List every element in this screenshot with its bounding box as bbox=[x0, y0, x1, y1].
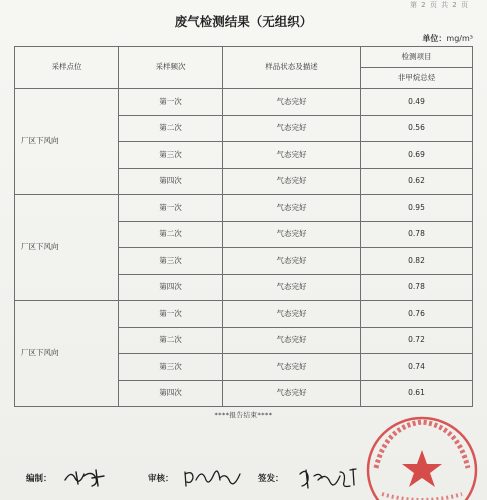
cell-sample-state: 气态完好 bbox=[223, 354, 361, 381]
cell-value: 0.78 bbox=[361, 274, 473, 301]
table-row bbox=[15, 301, 473, 328]
cell-frequency: 第三次 bbox=[119, 248, 223, 275]
cell-location: 厂区下风向 bbox=[15, 89, 119, 195]
cell-location: 厂区下风向 bbox=[15, 195, 119, 301]
signer-label: 签发： bbox=[258, 474, 284, 484]
cell-value: 0.62 bbox=[361, 168, 473, 195]
cell-frequency: 第四次 bbox=[119, 168, 223, 195]
cell-frequency: 第二次 bbox=[119, 327, 223, 354]
unit-label bbox=[422, 33, 473, 44]
cell-value: 0.61 bbox=[361, 380, 473, 407]
cell-frequency: 第一次 bbox=[119, 301, 223, 328]
header-location: 采样点位 bbox=[15, 47, 119, 89]
cell-sample-state: 气态完好 bbox=[223, 89, 361, 116]
cell-value: 0.56 bbox=[361, 115, 473, 142]
cell-frequency: 第四次 bbox=[119, 274, 223, 301]
cell-frequency: 第四次 bbox=[119, 380, 223, 407]
header-parameter: 非甲烷总烃 bbox=[361, 68, 473, 89]
cell-frequency: 第一次 bbox=[119, 89, 223, 116]
reviewer-label: 审核： bbox=[148, 474, 174, 484]
cell-sample-state: 气态完好 bbox=[223, 274, 361, 301]
table-row bbox=[15, 195, 473, 222]
cell-frequency: 第二次 bbox=[119, 221, 223, 248]
cell-value: 0.78 bbox=[361, 221, 473, 248]
cell-sample-state: 气态完好 bbox=[223, 221, 361, 248]
report-title: 废气检测结果（无组织） bbox=[174, 14, 313, 29]
cell-sample-state: 气态完好 bbox=[223, 301, 361, 328]
reviewer-signature bbox=[182, 466, 244, 490]
cell-location: 厂区下风向 bbox=[15, 301, 119, 407]
company-seal bbox=[362, 408, 482, 500]
cell-value: 0.82 bbox=[361, 248, 473, 275]
unit-value: mg/m³ bbox=[446, 34, 473, 43]
cell-sample-state: 气态完好 bbox=[223, 327, 361, 354]
cell-value: 0.72 bbox=[361, 327, 473, 354]
header-test-item: 检测项目 bbox=[361, 47, 473, 68]
editor-signature bbox=[62, 466, 114, 490]
cell-sample-state: 气态完好 bbox=[223, 380, 361, 407]
header-sample-state: 样品状态及描述 bbox=[223, 47, 361, 89]
cell-value: 0.76 bbox=[361, 301, 473, 328]
cell-sample-state: 气态完好 bbox=[223, 248, 361, 275]
editor-label: 编制： bbox=[26, 474, 52, 484]
cell-sample-state: 气态完好 bbox=[223, 195, 361, 222]
header-frequency: 采样频次 bbox=[119, 47, 223, 89]
cell-value: 0.49 bbox=[361, 89, 473, 116]
cell-value: 0.74 bbox=[361, 354, 473, 381]
cell-frequency: 第一次 bbox=[119, 195, 223, 222]
page-number: 第 2 页 共 2 页 bbox=[409, 1, 469, 9]
signer-signature bbox=[296, 466, 366, 490]
report-end-note: ****报告结束**** bbox=[214, 411, 273, 419]
cell-value: 0.69 bbox=[361, 142, 473, 169]
cell-frequency: 第二次 bbox=[119, 115, 223, 142]
cell-value: 0.95 bbox=[361, 195, 473, 222]
cell-frequency: 第三次 bbox=[119, 142, 223, 169]
results-table bbox=[14, 46, 473, 407]
cell-sample-state: 气态完好 bbox=[223, 115, 361, 142]
table-row bbox=[15, 89, 473, 116]
cell-sample-state: 气态完好 bbox=[223, 142, 361, 169]
unit-prefix: 单位： bbox=[422, 34, 447, 43]
cell-frequency: 第三次 bbox=[119, 354, 223, 381]
cell-sample-state: 气态完好 bbox=[223, 168, 361, 195]
